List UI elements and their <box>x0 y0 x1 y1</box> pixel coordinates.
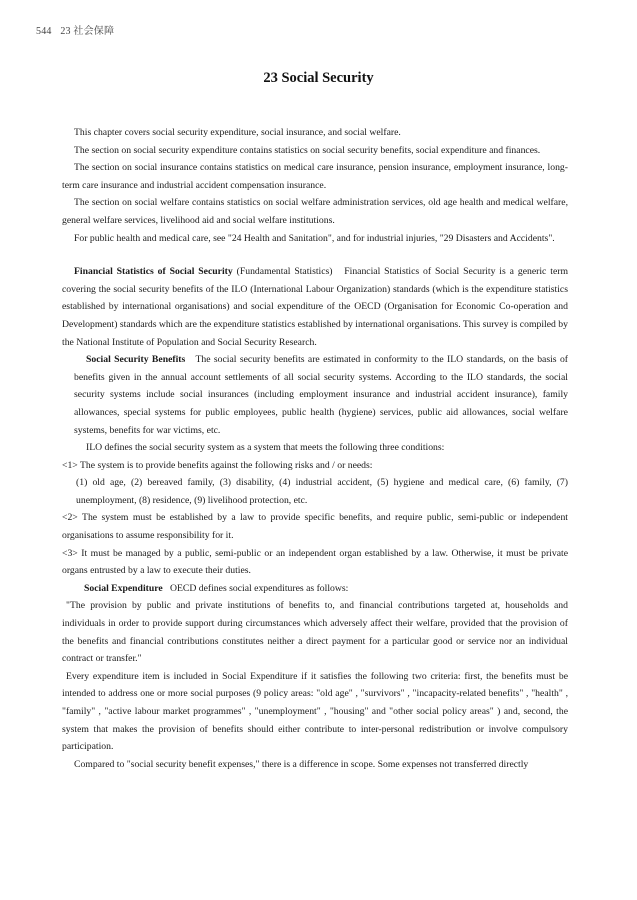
intro-paragraph: The section on social insurance contains statistics on medical care insurance, pension insurance, employment insurance, long-term care insurance and industrial accident compensation insurance. <box>62 162 568 191</box>
risk-list: (1) old age, (2) bereaved family, (3) disability, (4) industrial accident, (5) hygiene and medical care, (6) family, (7) unemployment, (8) residence, (9) livelihood protection, etc. <box>76 477 568 506</box>
intro-paragraph: For public health and medical care, see "24 Health and Sanitation", and for industrial injuries, "29 Disasters and Accidents". <box>74 232 555 244</box>
social-expenditure-text: OECD defines social expenditures as follows: <box>169 582 349 594</box>
condition-1: <1> The system is to provide benefits against the following risks and / or needs: <box>62 459 373 471</box>
section-spacer <box>62 247 568 263</box>
criteria-paragraph: Every expenditure item is included in Social Expenditure if it satisfies the following two criteria: first, the benefits must be intended to address one or more social purposes (9 policy areas: "old age" , "survivors" , "incapacity-related benefits" , "health" , "family" , "active labour market programmes" , "unemployment" , "housing" and "other social policy areas" ) and, second, the system that makes the provision of benefits should either contribute to inter-personal redistribution or involve compulsory participation. <box>62 670 568 753</box>
financial-statistics-paragraph <box>62 263 568 351</box>
chapter-reference: 23 社会保障 <box>60 26 115 37</box>
social-security-benefits-block <box>62 351 568 457</box>
benefits-text: The social security benefits are estimated in conformity to the ILO standards, on the basis of benefits given in the annual account settlements of all social security systems. According to the ILO standards, the social security systems include social insurances (including employment insurance and industrial accident insurance), family allowances, special systems for public employees, public health (hygiene) services, public aid allowances, social welfare systems, benefits for war victims, etc. <box>74 354 569 436</box>
benefits-heading: Social Security Benefits <box>86 354 186 366</box>
ilo-definition: ILO defines the social security system as a system that meets the following three conditions: <box>86 442 445 454</box>
chapter-body <box>62 124 568 773</box>
intro-paragraph: This chapter covers social security expenditure, social insurance, and social welfare. <box>74 127 401 138</box>
page-number: 544 <box>36 26 52 37</box>
intro-paragraph: The section on social security expenditure contains statistics on social security benefits, social expenditure and finances. <box>74 144 541 156</box>
financial-statistics-heading: Financial Statistics of Social Security <box>74 266 233 278</box>
fundamental-statistics-tag: (Fundamental Statistics) <box>232 266 333 278</box>
running-header <box>36 22 120 37</box>
condition-3: <3> It must be managed by a public, semi-public or an independent organ established by a law. Otherwise, it must be private organs entrusted by a law to execute their duties. <box>62 547 568 577</box>
comparison-paragraph: Compared to "social security benefit expenses," there is a difference in scope. Some expenses not transferred directly <box>74 758 529 770</box>
intro-paragraph: The section on social welfare contains statistics on social welfare administration services, old age health and medical welfare, general welfare services, livelihood aid and social welfare institutions. <box>62 197 568 226</box>
social-expenditure-heading: Social Expenditure <box>84 582 163 594</box>
oecd-quote: "The provision by public and private institutions of benefits to, and financial contributions targeted at, households and individuals in order to provide support during circumstances which adversely affect their welfare, provided that the provision of the benefits and financial contributions constitutes neither a direct payment for a particular good or service nor an individual contract or transfer." <box>62 600 568 665</box>
chapter-title: 23 Social Security <box>263 70 374 86</box>
financial-statistics-text: Financial Statistics of Social Security is a generic term covering the social security benefits of the ILO (International Labour Organization) standards (which is the expenditure statistics established by international organisations) and social expenditure of the OECD (Organisation for Economic Co-operation and Development) standards which are the expenditure statistics established by international organisations. This survey is compiled by the National Institute of Population and Social Security Research. <box>62 266 569 348</box>
benefits-paragraph <box>74 351 568 439</box>
condition-2: <2> The system must be established by a law to provide specific benefits, and require public, semi-public or independent organisations to assume responsibility for it. <box>62 512 568 542</box>
social-expenditure-paragraph <box>62 580 568 598</box>
